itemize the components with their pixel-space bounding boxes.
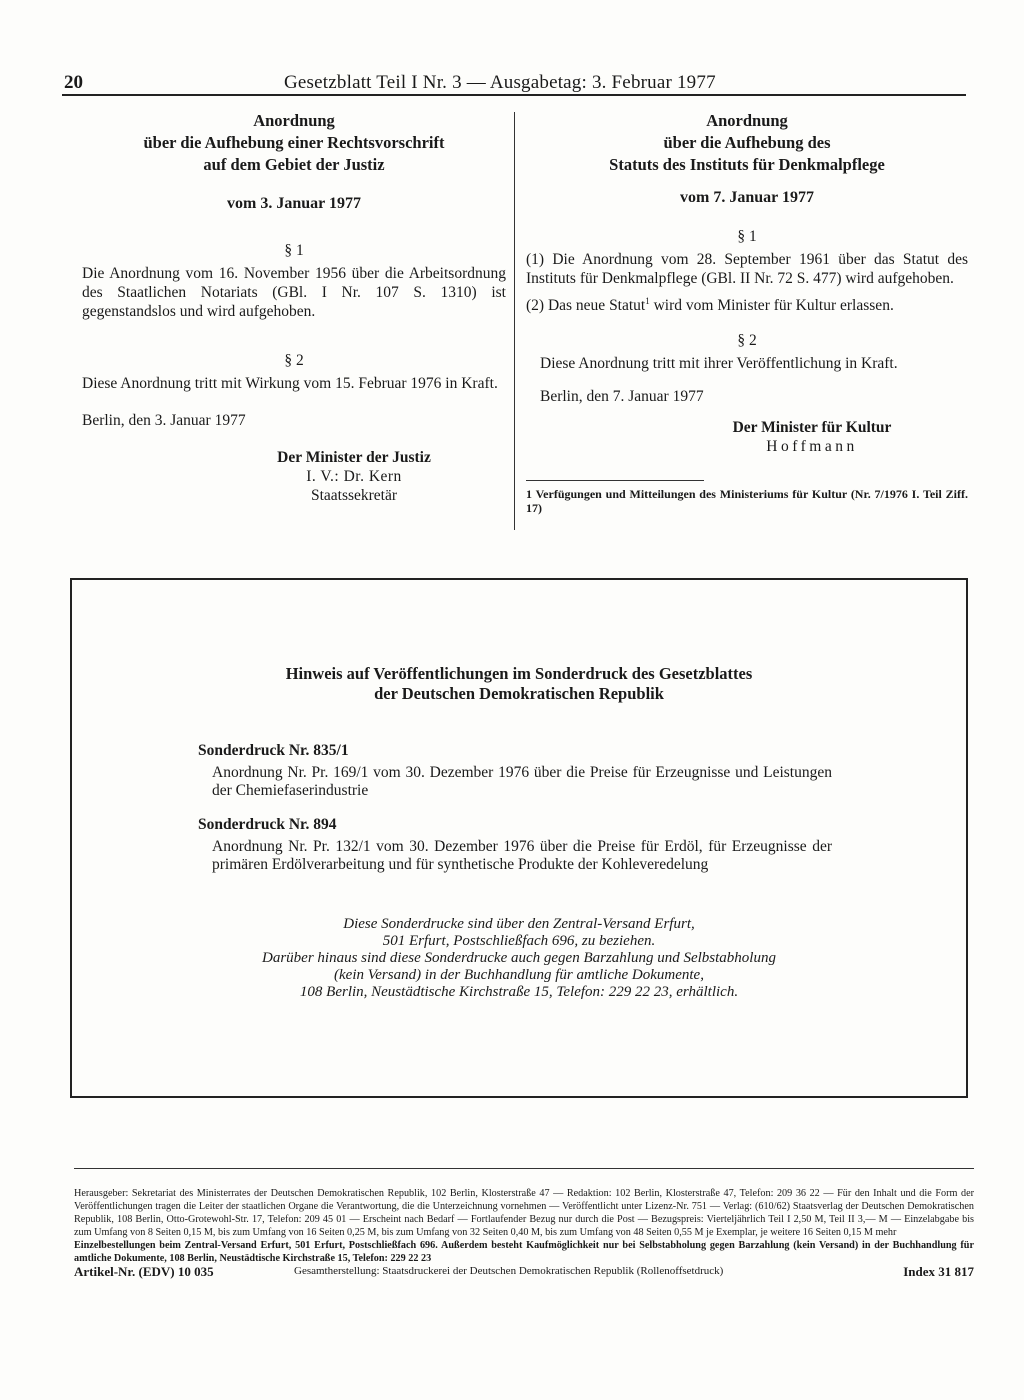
page-number: 20 bbox=[64, 72, 83, 93]
ordering-note-line: 501 Erfurt, Postschließfach 696, zu beziehen. bbox=[382, 933, 656, 949]
page-header bbox=[62, 70, 966, 96]
right-title-line: Anordnung bbox=[706, 111, 788, 130]
left-title-line: auf dem Gebiet der Justiz bbox=[203, 155, 385, 174]
left-date: vom 3. Januar 1977 bbox=[227, 195, 361, 212]
imprint-ordering: Einzelbestellungen beim Zentral-Versand Erfurt, 501 Erfurt, Postschließfach 696. Außerdem besteht Kaufmöglichkeit nur bei Selbstabholung gegen Barzahlung (kein Versand) in der Buchhandlung für amtliche Dokumente, 108 Berlin, Neustädtische Kirchstraße 15, Telefon: 229 22 23 bbox=[74, 1240, 974, 1264]
printer-info: Gesamtherstellung: Staatsdruckerei der Deutschen Demokratischen Republik (Rollenoffsetdruck) bbox=[294, 1265, 724, 1277]
right-statute-text: (2) Das neue Statut bbox=[526, 297, 646, 315]
left-title-line: über die Aufhebung einer Rechtsvorschrift bbox=[143, 133, 445, 152]
footnote bbox=[526, 487, 968, 515]
left-section-2: § 2 bbox=[284, 352, 304, 369]
right-section-1-text: (1) Die Anordnung vom 28. September 1961 über das Statut des Instituts für Denkmalpflege (GBl. II Nr. 72 S. 477) wird aufgehoben. bbox=[526, 251, 968, 287]
right-title bbox=[526, 110, 968, 176]
right-statute-text-end: wird vom Minister für Kultur erlassen. bbox=[649, 297, 894, 315]
sonderdruck-label: Sonderdruck Nr. 835/1 bbox=[198, 742, 349, 759]
right-section-2-text: Diese Anordnung tritt mit ihrer Veröffentlichung in Kraft. bbox=[540, 355, 898, 373]
notice-title-line: der Deutschen Demokratischen Republik bbox=[374, 684, 664, 703]
right-date: vom 7. Januar 1977 bbox=[680, 189, 814, 206]
right-column bbox=[526, 110, 968, 515]
left-title-line: Anordnung bbox=[253, 111, 335, 130]
header-title: Gesetzblatt Teil I Nr. 3 — Ausgabetag: 3. Februar 1977 bbox=[284, 72, 716, 93]
sonderdruck-entry bbox=[198, 816, 832, 874]
index-number: Index 31 817 bbox=[903, 1264, 974, 1279]
right-title-line: Statuts des Instituts für Denkmalpflege bbox=[609, 155, 885, 174]
sonderdruck-text: Anordnung Nr. Pr. 169/1 vom 30. Dezember 1976 über die Preise für Erzeugnisse und Leistungen der Chemiefaserindustrie bbox=[212, 764, 832, 799]
imprint bbox=[74, 1168, 974, 1265]
footnote-text: Verfügungen und Mitteilungen des Ministeriums für Kultur (Nr. 7/1976 I. Teil Ziff. 17) bbox=[526, 487, 968, 516]
ordering-note-line: Darüber hinaus sind diese Sonderdrucke auch gegen Barzahlung und Selbstabholung bbox=[262, 950, 776, 966]
sonderdruck-notice-box bbox=[70, 578, 968, 1098]
sonderdruck-text: Anordnung Nr. Pr. 132/1 vom 30. Dezember 1976 über die Preise für Erdöl, für Erzeugnisse der primären Erdölverarbeitung und für synthetische Produkte der Kohleveredelung bbox=[212, 838, 832, 873]
left-section-2-text: Diese Anordnung tritt mit Wirkung vom 15. Februar 1976 in Kraft. bbox=[82, 375, 498, 392]
footnote-mark: 1 bbox=[526, 487, 532, 502]
sonderdruck-label: Sonderdruck Nr. 894 bbox=[198, 816, 337, 833]
right-signature-role: Der Minister für Kultur bbox=[732, 419, 892, 437]
ordering-note-line: (kein Versand) in der Buchhandlung für amtliche Dokumente, bbox=[334, 967, 704, 983]
left-signature-title: Staatssekretär bbox=[310, 487, 398, 504]
left-signature-role: Der Minister der Justiz bbox=[277, 449, 431, 466]
right-section-2: § 2 bbox=[737, 332, 757, 350]
right-section-1-text-2 bbox=[526, 292, 968, 315]
left-signature-name: I. V.: Dr. Kern bbox=[306, 468, 402, 485]
notice-title-line: Hinweis auf Veröffentlichungen im Sonderdruck des Gesetzblattes bbox=[285, 664, 753, 683]
ordering-note-line: Diese Sonderdrucke sind über den Zentral-Versand Erfurt, bbox=[343, 916, 695, 932]
right-section-1: § 1 bbox=[737, 228, 757, 245]
right-signature bbox=[656, 418, 968, 456]
left-column bbox=[82, 110, 506, 505]
left-signature bbox=[202, 448, 506, 505]
ordering-note-line: 108 Berlin, Neustädtische Kirchstraße 15, Telefon: 229 22 23, erhältlich. bbox=[299, 984, 739, 1000]
left-section-1: § 1 bbox=[284, 242, 304, 259]
left-title bbox=[82, 110, 506, 176]
footnote-ref: 1 bbox=[645, 296, 650, 306]
notice-title bbox=[72, 664, 966, 704]
article-number: Artikel-Nr. (EDV) 10 035 bbox=[74, 1264, 214, 1279]
column-divider bbox=[514, 112, 515, 530]
sonderdruck-entry bbox=[198, 742, 832, 800]
right-place-date: Berlin, den 7. Januar 1977 bbox=[540, 388, 704, 406]
right-signature-name: Hoffmann bbox=[766, 438, 858, 456]
footnote-rule bbox=[526, 480, 704, 481]
left-section-1-text: Die Anordnung vom 16. November 1956 über die Arbeitsordnung des Staatlichen Notariats (GBl. I Nr. 107 S. 1310) ist gegenstandslos und wird aufgehoben. bbox=[82, 265, 506, 320]
imprint-text: Herausgeber: Sekretariat des Ministerrates der Deutschen Demokratischen Republik, 102 Berlin, Klosterstraße 47 — Redaktion: 102 Berlin, Klosterstraße 47, Telefon: 209 36 22 — Für den Inhalt und die Form der Veröffentlichungen tragen die Leiter der staatlichen Organe die Verantwortung, die die Unterzeichnung vornehmen — Veröffentlicht unter Lizenz-Nr. 751 — Verlag: (610/62) Staatsverlag der Deutschen Demokratischen Republik, 108 Berlin, Otto-Grotewohl-Str. 17, Telefon: 209 45 01 — Erscheint nach Bedarf — Fortlaufender Bezug nur durch die Post — Bezugspreis: Vierteljährlich Teil I 2,50 M, Teil II 3,— M — Einzelabgabe bis zum Umfang von 8 Seiten 0,15 M, bis zum Umfang von 16 Seiten 0,25 M, bis zum Umfang von 32 Seiten 0,40 M, bis zum Umfang von 48 Seiten 0,55 M je Exemplar, je weitere 16 Seiten 0,15 M mehr bbox=[74, 1188, 974, 1238]
right-title-line: über die Aufhebung des bbox=[663, 133, 831, 152]
left-place-date: Berlin, den 3. Januar 1977 bbox=[82, 412, 246, 429]
ordering-note bbox=[72, 916, 966, 1001]
